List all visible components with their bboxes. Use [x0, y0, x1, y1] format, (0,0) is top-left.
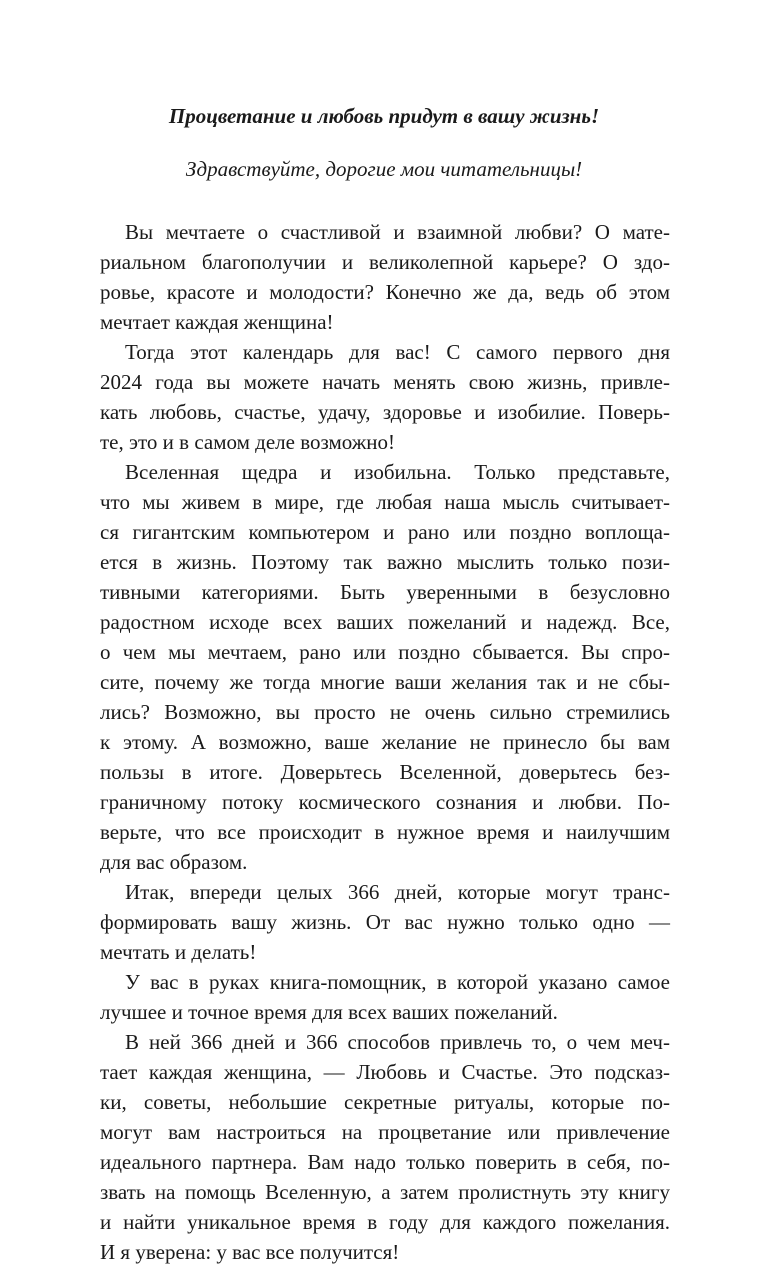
- text-line: лись? Возможно, вы просто не очень сильно стремились: [100, 700, 670, 724]
- text-line: о чем мы мечтаем, рано или поздно сбывается. Вы спро-: [100, 640, 670, 664]
- paragraph: [100, 1027, 670, 1267]
- greeting-line: Здравствуйте, дорогие мои читательницы!: [185, 157, 583, 181]
- paragraph: [100, 337, 670, 457]
- text-line: И я уверена: у вас все получится!: [100, 1240, 400, 1264]
- text-line: что мы живем в мире, где любая наша мысль считывает-: [100, 490, 670, 514]
- text-line: риальном благополучии и великолепной карьере? О здо-: [100, 250, 670, 274]
- text-line: Тогда этот календарь для вас! С самого первого дня: [125, 340, 670, 364]
- text-line: те, это и в самом деле возможно!: [100, 430, 395, 454]
- text-line: кать любовь, счастье, удачу, здоровье и изобилие. Поверь-: [100, 400, 670, 424]
- text-line: тивными категориями. Быть уверенными в безусловно: [100, 580, 670, 604]
- text-line: формировать вашу жизнь. От вас нужно только одно —: [100, 910, 670, 934]
- text-line: звать на помощь Вселенную, а затем пролистнуть эту книгу: [100, 1180, 670, 1204]
- text-line: мечтать и делать!: [100, 940, 257, 964]
- text-line: Вы мечтаете о счастливой и взаимной любви? О мате-: [125, 220, 670, 244]
- paragraph: [100, 967, 670, 1027]
- text-line: Итак, впереди целых 366 дней, которые могут транс-: [125, 880, 670, 904]
- text-line: ется в жизнь. Поэтому так важно мыслить только пози-: [100, 550, 670, 574]
- text-line: для вас образом.: [100, 850, 248, 874]
- paragraph: [100, 457, 670, 877]
- text-line: У вас в руках книга-помощник, в которой указано самое: [125, 970, 670, 994]
- text-line: Вселенная щедра и изобильна. Только представьте,: [125, 460, 670, 484]
- body-text: [100, 217, 670, 1267]
- text-line: лучшее и точное время для всех ваших пожеланий.: [100, 1000, 558, 1024]
- text-line: могут вам настроиться на процветание или привлечение: [100, 1120, 670, 1144]
- text-line: сите, почему же тогда многие ваши желания так и не сбы-: [100, 670, 670, 694]
- text-line: граничному потоку космического сознания и любви. По-: [100, 790, 670, 814]
- text-line: ки, советы, небольшие секретные ритуалы, которые по-: [100, 1090, 670, 1114]
- paragraph: [100, 877, 670, 967]
- text-line: В ней 366 дней и 366 способов привлечь то, о чем меч-: [125, 1030, 670, 1054]
- text-line: тает каждая женщина, — Любовь и Счастье. Это подсказ-: [100, 1060, 670, 1084]
- text-line: идеального партнера. Вам надо только поверить в себя, по-: [100, 1150, 670, 1174]
- text-line: мечтает каждая женщина!: [100, 310, 334, 334]
- text-line: к этому. А возможно, ваше желание не принесло бы вам: [100, 730, 670, 754]
- page-title: Процветание и любовь придут в вашу жизнь!: [168, 104, 600, 128]
- text-line: радостном исходе всех ваших пожеланий и надежд. Все,: [100, 610, 670, 634]
- text-line: 2024 года вы можете начать менять свою жизнь, привле-: [100, 370, 670, 394]
- text-line: ровье, красоте и молодости? Конечно же да, ведь об этом: [100, 280, 670, 304]
- text-line: и найти уникальное время в году для каждого пожелания.: [100, 1210, 670, 1234]
- text-line: ся гигантским компьютером и рано или поздно воплоща-: [100, 520, 670, 544]
- text-line: пользы в итоге. Доверьтесь Вселенной, доверьтесь без-: [100, 760, 670, 784]
- text-line: верьте, что все происходит в нужное время и наилучшим: [100, 820, 670, 844]
- paragraph: [100, 217, 670, 337]
